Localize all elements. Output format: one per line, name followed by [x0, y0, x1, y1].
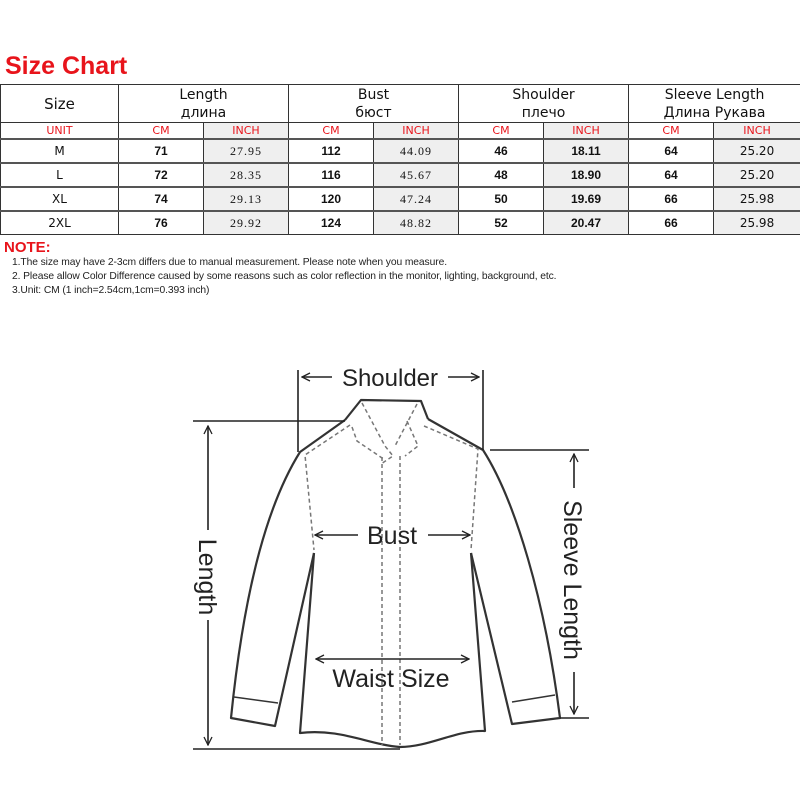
- note-section: [4, 239, 556, 298]
- header-length: Length длина: [119, 85, 289, 123]
- size-cell: XL: [1, 187, 119, 211]
- bust-cm-cell: 112: [289, 139, 374, 163]
- header-shoulder: Shoulder плечо: [459, 85, 629, 123]
- unit-cm: CM: [459, 123, 544, 140]
- sleeve-cm-cell: 66: [629, 211, 714, 235]
- unit-cm: CM: [119, 123, 204, 140]
- sleeve-inch-cell: 25.20: [714, 163, 800, 187]
- header-row: [1, 85, 800, 123]
- unit-cm: CM: [289, 123, 374, 140]
- note-line: 3.Unit: CM (1 inch=2.54cm,1cm=0.393 inch): [12, 285, 210, 296]
- bust-label: Bust: [366, 522, 418, 550]
- size-cell: L: [1, 163, 119, 187]
- shoulder-cm-cell: 50: [459, 187, 544, 211]
- length-inch-cell: 29.13: [204, 187, 289, 211]
- bust-inch-cell: 44.09: [374, 139, 459, 163]
- sleeve-inch-cell: 25.98: [714, 211, 800, 235]
- unit-inch: INCH: [374, 123, 459, 140]
- length-cm-cell: 74: [119, 187, 204, 211]
- length-cm-cell: 76: [119, 211, 204, 235]
- waist-label: Waist Size: [332, 665, 450, 693]
- shoulder-inch-cell: 18.90: [544, 163, 629, 187]
- size-cell: 2XL: [1, 211, 119, 235]
- bust-cm-cell: 116: [289, 163, 374, 187]
- bust-cm-cell: 124: [289, 211, 374, 235]
- sleeve-cm-cell: 66: [629, 187, 714, 211]
- bust-inch-cell: 45.67: [374, 163, 459, 187]
- table-row: [1, 211, 800, 235]
- length-inch-cell: 29.92: [204, 211, 289, 235]
- shoulder-inch-cell: 18.11: [544, 139, 629, 163]
- unit-label: UNIT: [1, 123, 119, 140]
- header-size: Size: [1, 85, 119, 123]
- note-line: 2. Please allow Color Difference caused by some reasons such as color reflection in the monitor, lighting, background, etc.: [12, 271, 557, 282]
- sleeve-length-label: Sleeve Length: [558, 500, 586, 660]
- shirt-seams: [305, 403, 478, 745]
- unit-cm: CM: [629, 123, 714, 140]
- length-cm-cell: 71: [119, 139, 204, 163]
- unit-inch: INCH: [544, 123, 629, 140]
- shoulder-inch-cell: 20.47: [544, 211, 629, 235]
- note-line: 1.The size may have 2-3cm differs due to manual measurement. Please note when you measure.: [12, 257, 447, 268]
- header-sleeve-length: Sleeve Length Длина Рукава: [629, 85, 800, 123]
- length-inch-cell: 27.95: [204, 139, 289, 163]
- shoulder-label: Shoulder: [341, 365, 439, 392]
- length-measure: [193, 421, 400, 749]
- shoulder-cm-cell: 52: [459, 211, 544, 235]
- length-inch-cell: 28.35: [204, 163, 289, 187]
- size-cell: M: [1, 139, 119, 163]
- table-row: [1, 163, 800, 187]
- shoulder-inch-cell: 19.69: [544, 187, 629, 211]
- page-title: Size Chart: [5, 52, 128, 80]
- table-row: [1, 187, 800, 211]
- sleeve-inch-cell: 25.98: [714, 187, 800, 211]
- unit-inch: INCH: [714, 123, 800, 140]
- length-label: Length: [193, 538, 221, 616]
- unit-inch: INCH: [204, 123, 289, 140]
- header-bust: Bust бюст: [289, 85, 459, 123]
- bust-inch-cell: 48.82: [374, 211, 459, 235]
- shoulder-cm-cell: 46: [459, 139, 544, 163]
- sleeve-cm-cell: 64: [629, 163, 714, 187]
- size-table: [0, 84, 800, 235]
- shirt-outline-icon: [231, 400, 560, 747]
- unit-row: [1, 123, 800, 140]
- bust-inch-cell: 47.24: [374, 187, 459, 211]
- length-cm-cell: 72: [119, 163, 204, 187]
- sleeve-cm-cell: 64: [629, 139, 714, 163]
- bust-cm-cell: 120: [289, 187, 374, 211]
- shoulder-cm-cell: 48: [459, 163, 544, 187]
- shirt-measurement-diagram: [0, 330, 800, 800]
- sleeve-inch-cell: 25.20: [714, 139, 800, 163]
- table-row: [1, 139, 800, 163]
- note-title: NOTE:: [4, 239, 51, 256]
